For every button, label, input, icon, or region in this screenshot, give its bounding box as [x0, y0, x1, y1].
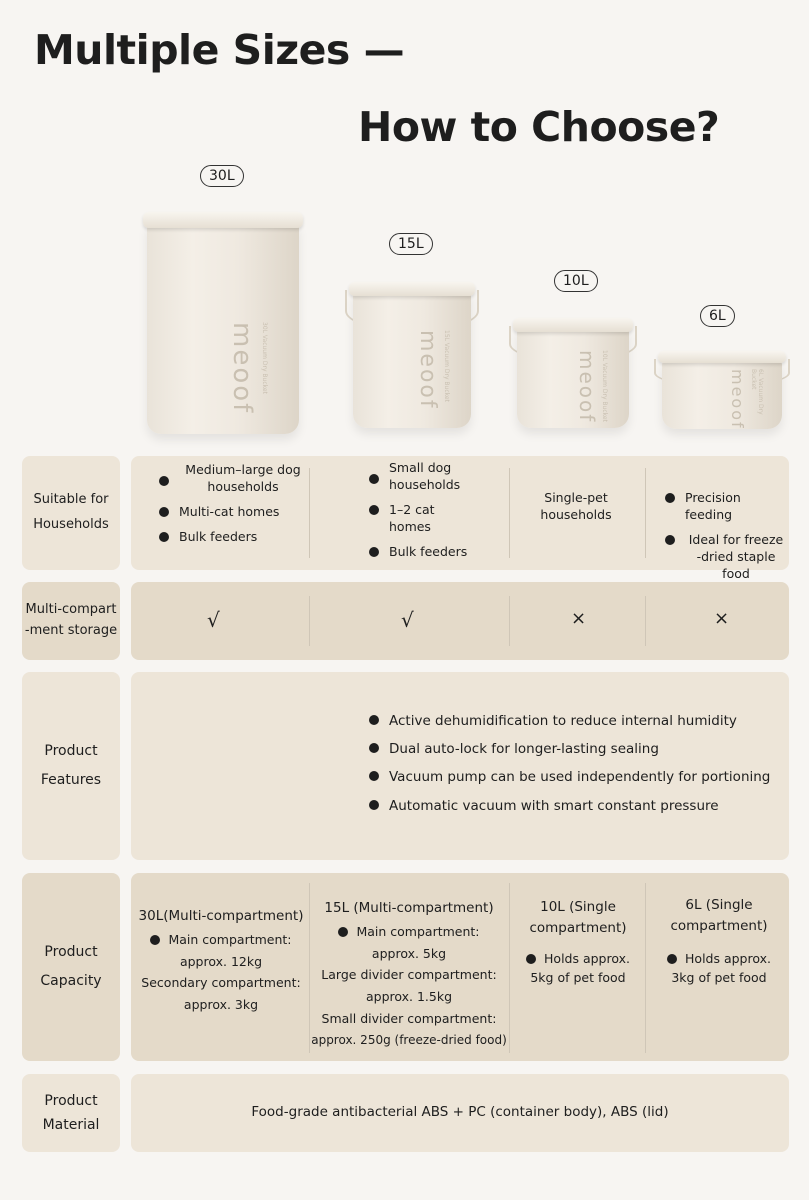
row-label-households-line2: Households: [33, 517, 109, 532]
feature-item-1: Active dehumidification to reduce internal humidity: [389, 713, 737, 729]
households-6l-cell: [665, 490, 787, 590]
row-panel-capacity: [131, 873, 789, 1061]
capacity-6l-cell: [653, 895, 785, 988]
capacity-10l-cell: [517, 897, 639, 988]
size-label-15l: 15L: [389, 233, 433, 255]
row-label-households: [22, 456, 120, 570]
row-label-capacity: [22, 873, 120, 1061]
households-15l-cell: [369, 460, 479, 568]
capacity-15l-cell: [311, 897, 507, 1051]
size-label-10l: 10L: [554, 270, 598, 292]
capacity-30l-line-1: Main compartment:: [168, 931, 292, 947]
capacity-6l-line-2: 3kg of pet food: [671, 970, 767, 986]
compartment-6l-cross: ×: [714, 608, 730, 629]
bucket-10l-subtitle: 10L Vacuum Dry Bucket: [601, 350, 608, 422]
feature-item-4: Automatic vacuum with smart constant pressure: [389, 797, 719, 814]
row-panel-compartment: [131, 582, 789, 660]
row-label-compartment-line2: -ment storage: [24, 623, 118, 638]
compartment-30l-check: √: [207, 608, 220, 632]
row-panel-households: [131, 456, 789, 581]
row-label-features: [22, 672, 120, 860]
feature-item-3: Vacuum pump can be used independently for portioning: [389, 769, 771, 786]
size-label-6l: 6L: [700, 305, 735, 327]
capacity-10l-line-1: Holds approx.: [544, 950, 630, 966]
capacity-6l-line-1: Holds approx.: [685, 950, 771, 966]
capacity-30l-cell: [135, 905, 307, 1016]
households-10l-cell: Single-pet households: [540, 490, 612, 522]
capacity-15l-line-6: approx. 250g (freeze-dried food): [311, 1033, 507, 1047]
households-15l-item-3: Bulk feeders: [389, 543, 468, 559]
row-label-material-line2: Material: [42, 1117, 100, 1133]
brand-logo: meoof: [575, 350, 599, 424]
capacity-15l-line-2: approx. 5kg: [371, 945, 447, 961]
feature-item-2: Dual auto-lock for longer-lasting sealing: [389, 741, 659, 758]
row-label-material: [22, 1074, 120, 1152]
households-30l-item-2: Multi-cat homes: [179, 503, 280, 519]
capacity-15l-line-4: approx. 1.5kg: [365, 989, 453, 1005]
brand-logo: meoof: [728, 369, 747, 430]
brand-logo: meoof: [415, 330, 440, 410]
capacity-10l-line-2: 5kg of pet food: [530, 970, 626, 986]
households-6l-item-2: Ideal for freeze -dried staple food: [688, 531, 784, 581]
size-label-30l: 30L: [200, 165, 244, 187]
row-label-capacity-line2: Capacity: [40, 973, 102, 989]
households-30l-cell: [159, 462, 307, 554]
households-30l-item-1: Medium–large dog households: [185, 462, 301, 494]
bucket-10l-image: [517, 318, 629, 428]
capacity-30l-line-2: approx. 12kg: [179, 953, 263, 969]
row-panel-features: [131, 672, 789, 860]
bucket-30l-image: [147, 212, 299, 434]
row-label-compartment-line1: Multi-compart: [25, 602, 117, 618]
title-line-2: How to Choose?: [358, 103, 720, 151]
capacity-15l-line-5: Small divider compartment:: [321, 1011, 497, 1027]
row-label-features-line2: Features: [40, 772, 102, 788]
bucket-6l-image: [662, 351, 782, 429]
features-list: [369, 712, 789, 825]
capacity-30l-heading: 30L(Multi-compartment): [138, 908, 304, 924]
material-text: Food-grade antibacterial ABS + PC (container body), ABS (lid): [251, 1104, 669, 1120]
bucket-30l-subtitle: 30L Vacuum Dry Bucket: [261, 322, 268, 394]
bucket-6l-subtitle: 6L Vacuum Dry Bucket: [750, 369, 764, 415]
capacity-15l-line-3: Large divider compartment:: [321, 967, 497, 983]
capacity-15l-heading: 15L (Multi-compartment): [324, 900, 494, 916]
capacity-6l-heading: 6L (Single compartment): [670, 897, 768, 934]
households-15l-item-2: 1–2 cat homes: [389, 501, 435, 534]
households-15l-item-1: Small dog households: [389, 460, 461, 492]
bucket-15l-image: [353, 282, 471, 428]
row-label-households-line1: Suitable for: [33, 492, 109, 508]
capacity-30l-line-3: Secondary compartment:: [141, 975, 301, 991]
compartment-15l-check: √: [401, 608, 414, 632]
capacity-30l-line-4: approx. 3kg: [183, 997, 259, 1013]
households-30l-item-3: Bulk feeders: [179, 528, 258, 544]
capacity-15l-line-1: Main compartment:: [356, 923, 480, 939]
bucket-15l-subtitle: 15L Vacuum Dry Bucket: [443, 330, 450, 402]
row-label-capacity-line1: Product: [44, 943, 98, 960]
households-6l-item-1: Precision feeding: [685, 490, 741, 522]
compartment-10l-cross: ×: [571, 608, 587, 629]
row-label-compartment: [22, 582, 120, 660]
row-label-material-line1: Product: [44, 1092, 98, 1109]
capacity-10l-heading: 10L (Single compartment): [529, 899, 627, 936]
row-label-features-line1: Product: [44, 742, 98, 759]
brand-logo: meoof: [227, 322, 257, 415]
title-line-1: Multiple Sizes —: [34, 26, 405, 74]
row-panel-material: [131, 1074, 789, 1152]
